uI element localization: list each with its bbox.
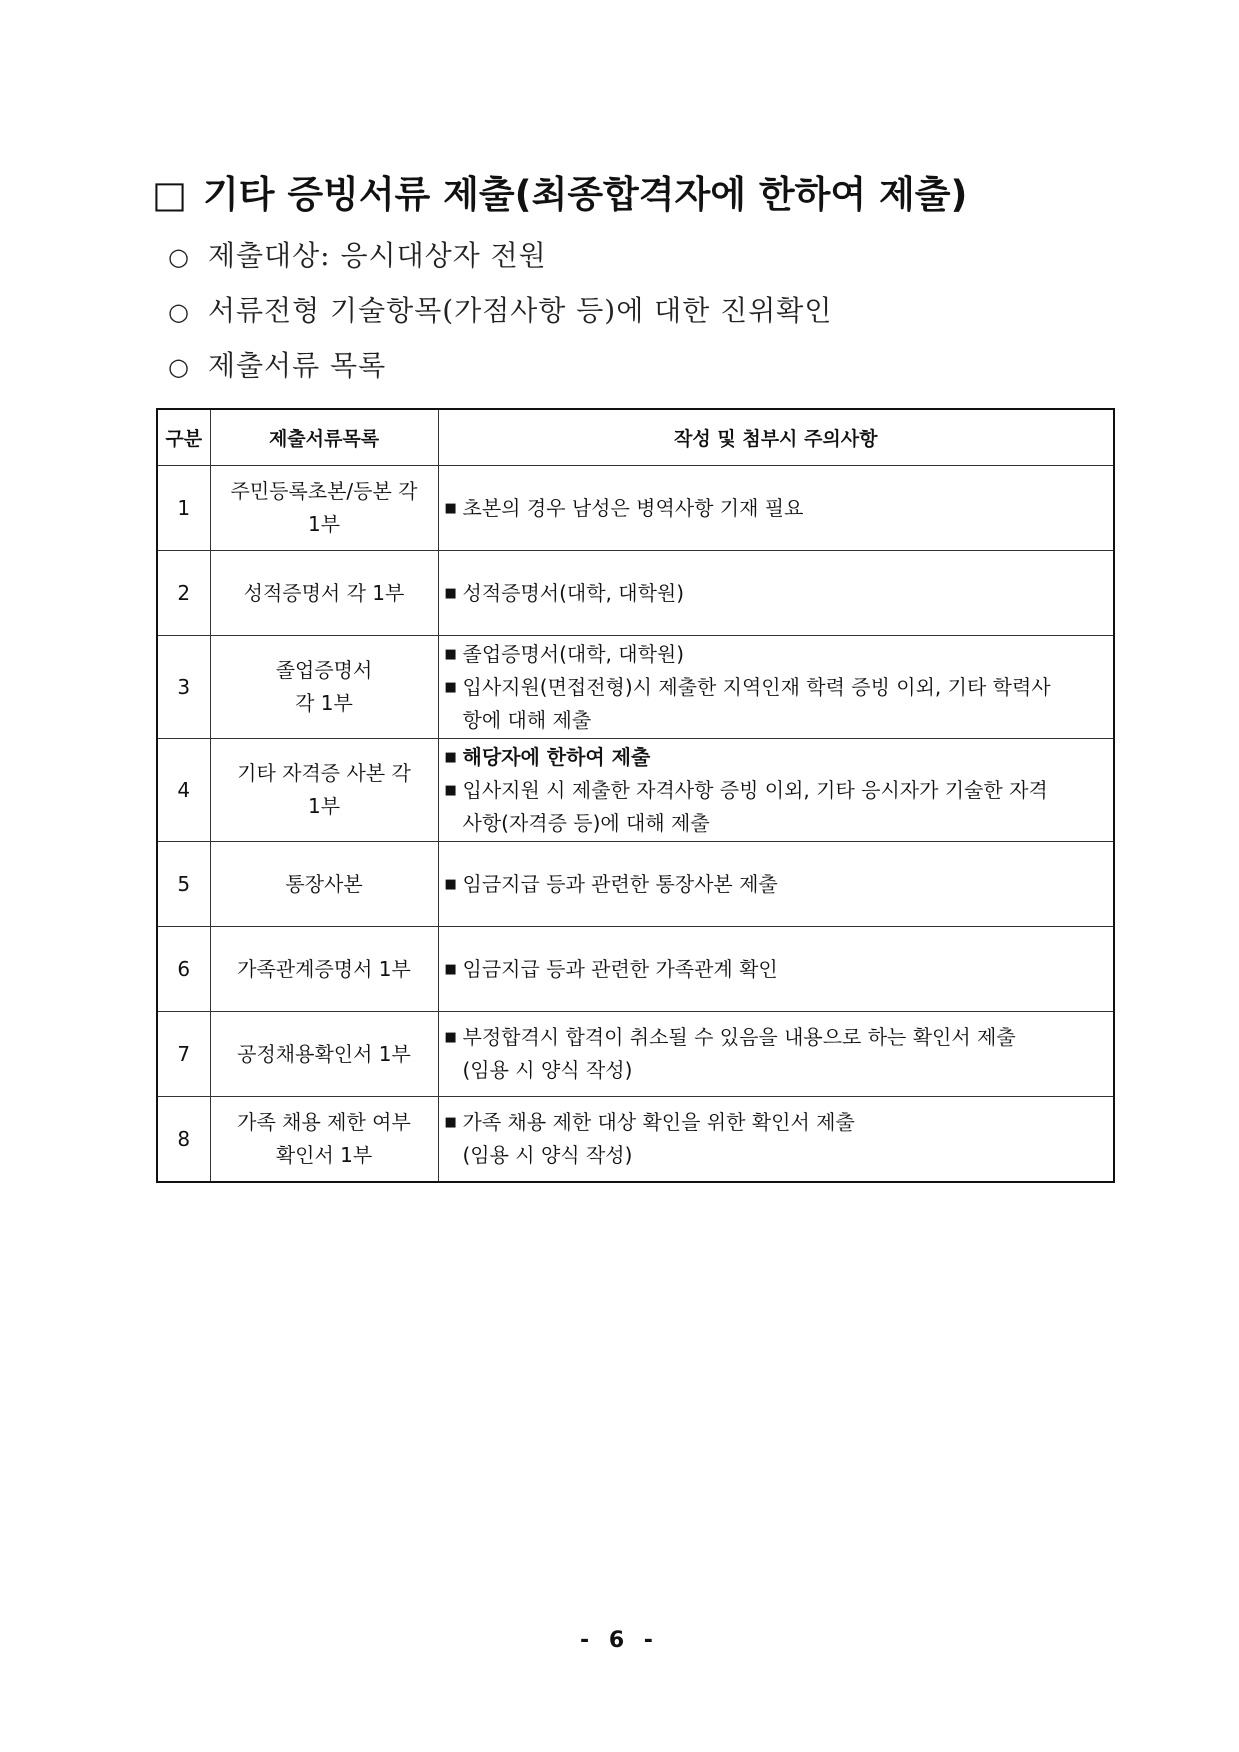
header-no: 구분 xyxy=(157,409,210,466)
table-row xyxy=(157,551,1114,636)
table-row xyxy=(157,466,1114,551)
note-bullet-line xyxy=(443,492,1112,525)
note-continuation-line xyxy=(443,807,1112,840)
document-name-line: 기타 자격증 사본 각 xyxy=(237,761,411,785)
note-bullet-line xyxy=(443,868,1112,901)
square-bullet-icon: ■ xyxy=(444,585,457,601)
notes-cell xyxy=(438,1012,1114,1097)
table-row xyxy=(157,1097,1114,1182)
square-bullet-icon: ■ xyxy=(444,782,457,798)
note-continuation-line xyxy=(443,1054,1112,1087)
document-name xyxy=(210,551,438,636)
table-row xyxy=(157,739,1114,842)
row-number: 7 xyxy=(157,1012,210,1097)
row-number: 3 xyxy=(157,636,210,739)
square-bullet-icon: ■ xyxy=(444,500,457,516)
header-notes: 작성 및 첨부시 주의사항 xyxy=(438,409,1114,466)
square-bullet-icon: ■ xyxy=(444,1114,457,1130)
table-row xyxy=(157,636,1114,739)
document-name xyxy=(210,1012,438,1097)
table-row xyxy=(157,1012,1114,1097)
document-name-line: 공정채용확인서 1부 xyxy=(237,1041,411,1066)
note-text: 항에 대해 제출 xyxy=(462,707,592,732)
document-name xyxy=(210,466,438,551)
note-bullet-line xyxy=(443,1106,1112,1139)
square-bullet-icon: ■ xyxy=(444,646,457,662)
document-name xyxy=(210,636,438,739)
document-name xyxy=(210,739,438,842)
square-bullet-icon: ■ xyxy=(444,749,457,765)
notes-cell xyxy=(438,739,1114,842)
note-text: 입사지원 시 제출한 자격사항 증빙 이외, 기타 응시자가 기술한 자격 xyxy=(462,777,1048,802)
row-number: 6 xyxy=(157,927,210,1012)
table-header-row xyxy=(157,409,1114,466)
notes-cell xyxy=(438,466,1114,551)
bullet-item-verification xyxy=(168,291,832,332)
table-row xyxy=(157,927,1114,1012)
notes-cell xyxy=(438,927,1114,1012)
document-name-line: 1부 xyxy=(307,794,341,818)
note-bullet-line xyxy=(443,671,1112,704)
note-bullet-line xyxy=(443,774,1112,807)
row-number: 5 xyxy=(157,842,210,927)
note-text: 초본의 경우 남성은 병역사항 기재 필요 xyxy=(462,495,804,520)
bullet-text: 제출대상: 응시대상자 전원 xyxy=(207,239,547,272)
circle-bullet-icon: ○ xyxy=(168,243,190,271)
note-text: 입사지원(면접전형)시 제출한 지역인재 학력 증빙 이외, 기타 학력사 xyxy=(462,674,1051,699)
notes-cell xyxy=(438,842,1114,927)
document-name-line: 성적증명서 각 1부 xyxy=(243,580,405,605)
document-name-line: 확인서 1부 xyxy=(275,1142,373,1167)
note-text: 성적증명서(대학, 대학원) xyxy=(462,580,685,605)
note-text: 임금지급 등과 관련한 가족관계 확인 xyxy=(462,956,778,981)
document-name-line: 졸업증명서 xyxy=(275,658,373,682)
checkbox-square-icon: □ xyxy=(152,173,187,216)
document-list-table xyxy=(156,408,1115,1183)
note-bullet-line xyxy=(443,638,1112,671)
notes-cell xyxy=(438,551,1114,636)
document-name-line: 1부 xyxy=(307,512,341,536)
note-bullet-line xyxy=(443,577,1112,610)
square-bullet-icon: ■ xyxy=(444,679,457,695)
note-continuation-line xyxy=(443,1139,1112,1172)
circle-bullet-icon: ○ xyxy=(168,353,190,381)
header-doc: 제출서류목록 xyxy=(210,409,438,466)
row-number: 2 xyxy=(157,551,210,636)
note-text: (임용 시 양식 작성) xyxy=(462,1142,633,1167)
bullet-text: 서류전형 기술항목(가점사항 등)에 대한 진위확인 xyxy=(207,294,833,327)
note-text: (임용 시 양식 작성) xyxy=(462,1058,633,1082)
note-text: 졸업증명서(대학, 대학원) xyxy=(462,641,685,666)
note-text: 임금지급 등과 관련한 통장사본 제출 xyxy=(462,871,778,896)
note-bullet-line xyxy=(443,1021,1112,1054)
bullet-item-target xyxy=(168,236,547,277)
section-title-text: 기타 증빙서류 제출(최종합격자에 한하여 제출) xyxy=(202,173,968,216)
notes-cell xyxy=(438,636,1114,739)
row-number: 4 xyxy=(157,739,210,842)
square-bullet-icon: ■ xyxy=(444,961,457,977)
section-title xyxy=(152,170,967,220)
note-text: 부정합격시 합격이 취소될 수 있음을 내용으로 하는 확인서 제출 xyxy=(462,1025,1016,1049)
square-bullet-icon: ■ xyxy=(444,1030,457,1045)
document-name xyxy=(210,842,438,927)
bullet-text: 제출서류 목록 xyxy=(207,349,387,382)
document-name-line: 통장사본 xyxy=(285,871,363,896)
note-text: 가족 채용 제한 대상 확인을 위한 확인서 제출 xyxy=(462,1109,855,1134)
document-name-line: 주민등록초본/등본 각 xyxy=(230,479,418,503)
note-text: 사항(자격증 등)에 대해 제출 xyxy=(462,810,710,835)
note-bullet-line xyxy=(443,741,1112,774)
note-text: 해당자에 한하여 제출 xyxy=(462,744,651,769)
table-row xyxy=(157,842,1114,927)
notes-cell xyxy=(438,1097,1114,1182)
document-name xyxy=(210,927,438,1012)
row-number: 1 xyxy=(157,466,210,551)
circle-bullet-icon: ○ xyxy=(168,298,190,326)
row-number: 8 xyxy=(157,1097,210,1182)
square-bullet-icon: ■ xyxy=(444,876,457,892)
note-continuation-line xyxy=(443,704,1112,737)
document-name xyxy=(210,1097,438,1182)
document-name-line: 가족 채용 제한 여부 xyxy=(237,1109,411,1134)
note-bullet-line xyxy=(443,953,1112,986)
document-name-line: 각 1부 xyxy=(295,691,353,715)
document-name-line: 가족관계증명서 1부 xyxy=(237,956,411,981)
bullet-item-doc-list xyxy=(168,346,386,387)
page-number: - 6 - xyxy=(580,1628,659,1653)
